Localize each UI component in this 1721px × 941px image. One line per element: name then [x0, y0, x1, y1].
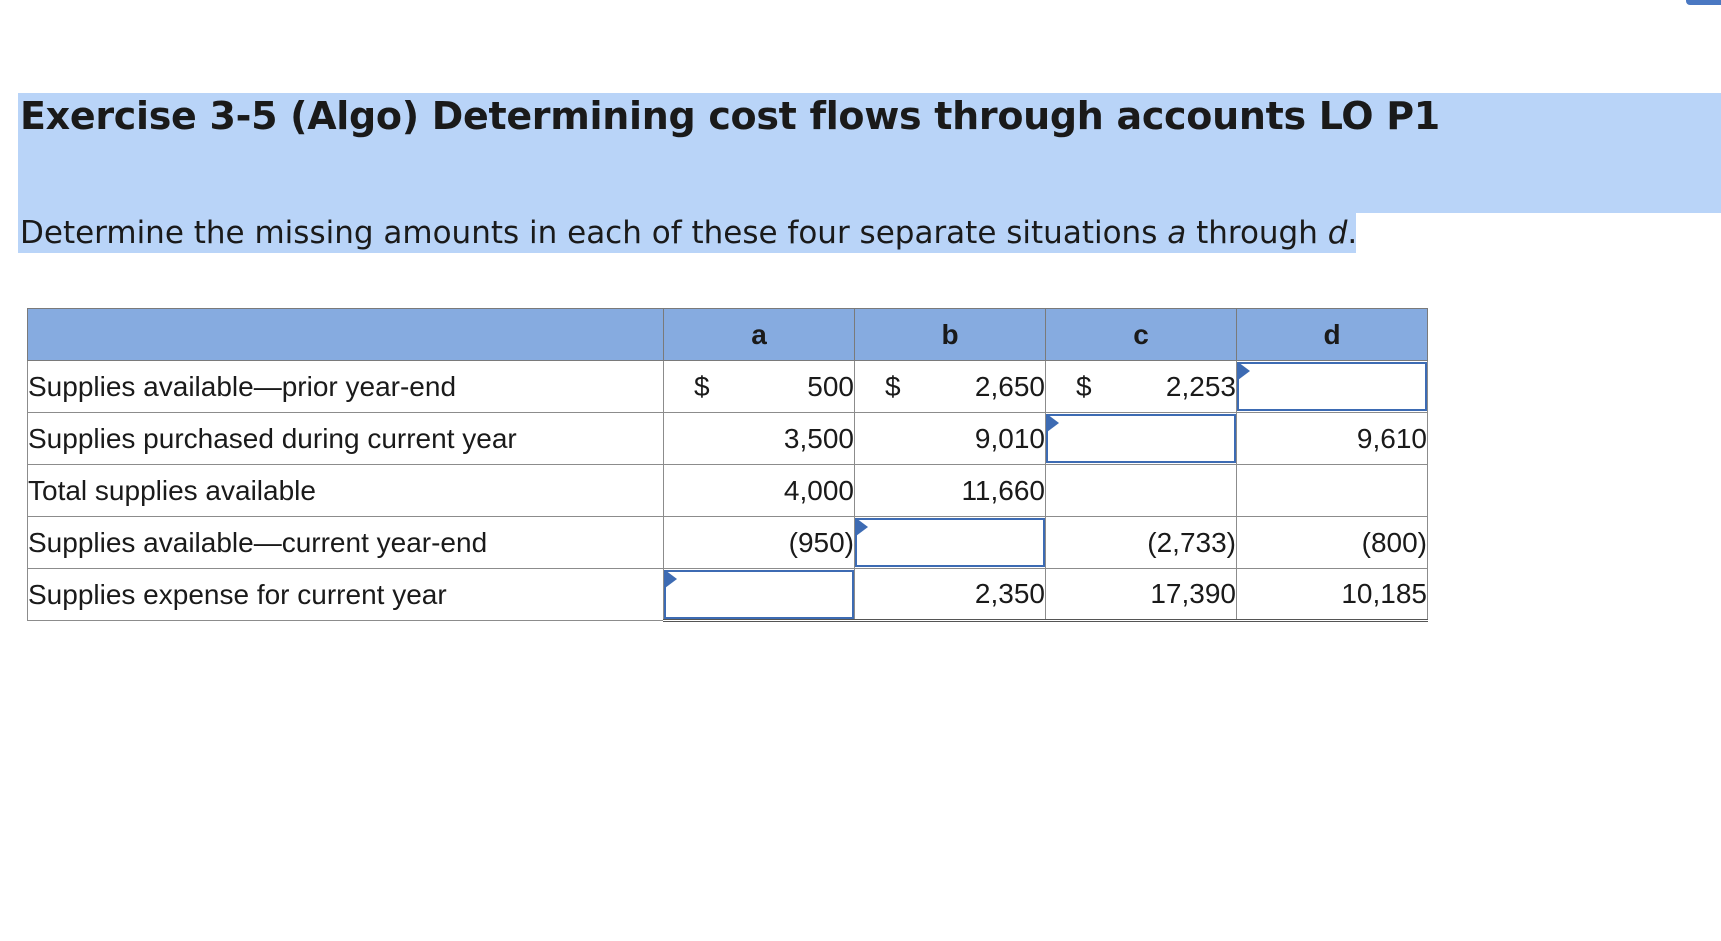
cell-c	[1046, 465, 1237, 517]
table-row	[28, 465, 1428, 517]
cell-a	[664, 413, 855, 465]
row-label: Supplies available—current year-end	[28, 517, 664, 569]
cell-b	[855, 361, 1046, 413]
amount: 11,660	[961, 474, 1045, 506]
instruction-part-2: through	[1186, 215, 1328, 251]
answer-flag-icon	[1047, 414, 1059, 432]
answer-input-b-current-year-end[interactable]	[855, 518, 1045, 567]
cell-c	[1046, 361, 1237, 413]
cell-c	[1046, 569, 1237, 621]
header-col-c: c	[1046, 309, 1237, 361]
corner-indicator	[1686, 0, 1721, 5]
cell-d	[1237, 361, 1428, 413]
answer-input-c-purchased[interactable]	[1046, 414, 1236, 463]
cell-d	[1237, 517, 1428, 569]
amount: 17,390	[1150, 578, 1236, 609]
amount: (2,733)	[1147, 526, 1236, 558]
cell-d	[1237, 465, 1428, 517]
cell-b	[855, 465, 1046, 517]
cell-b	[855, 517, 1046, 569]
answer-flag-icon	[665, 570, 677, 588]
supplies-table	[27, 308, 1428, 622]
cell-a	[664, 569, 855, 621]
amount: 500	[807, 370, 854, 402]
header-label-blank	[28, 309, 664, 361]
row-label: Total supplies available	[28, 465, 664, 517]
amount: 2,650	[974, 370, 1045, 402]
row-label: Supplies purchased during current year	[28, 413, 664, 465]
row-label: Supplies available—prior year-end	[28, 361, 664, 413]
header-col-d: d	[1237, 309, 1428, 361]
currency-symbol: $	[1076, 370, 1092, 402]
instruction-part-3: .	[1347, 215, 1358, 251]
amount: 2,350	[974, 578, 1045, 609]
table-row	[28, 569, 1428, 621]
cell-c	[1046, 413, 1237, 465]
cell-a	[664, 465, 855, 517]
row-label: Supplies expense for current year	[28, 569, 664, 621]
amount: (800)	[1361, 526, 1427, 558]
instruction-italic-d: d	[1327, 215, 1348, 251]
table-header-row	[28, 309, 1428, 361]
currency-symbol: $	[694, 370, 710, 402]
cell-c	[1046, 517, 1237, 569]
header-col-b: b	[855, 309, 1046, 361]
cell-b	[855, 569, 1046, 621]
answer-input-d-prior-year-end[interactable]	[1237, 362, 1427, 411]
cell-a	[664, 361, 855, 413]
cell-b	[855, 413, 1046, 465]
amount: 9,010	[974, 422, 1045, 454]
amount: 9,610	[1356, 422, 1427, 454]
answer-input-a-expense[interactable]	[664, 570, 854, 619]
table-row	[28, 413, 1428, 465]
header-col-a: a	[664, 309, 855, 361]
amount: 3,500	[783, 422, 854, 454]
cell-d	[1237, 569, 1428, 621]
currency-symbol: $	[885, 370, 901, 402]
table-row	[28, 517, 1428, 569]
instruction-italic-a: a	[1167, 215, 1187, 251]
instruction-text	[20, 213, 1357, 253]
amount: 4,000	[783, 474, 854, 506]
exercise-title: Exercise 3-5 (Algo) Determining cost flows through accounts LO P1	[20, 94, 1440, 138]
amount: 10,185	[1341, 578, 1427, 609]
answer-flag-icon	[1238, 362, 1250, 380]
cell-d	[1237, 413, 1428, 465]
answer-flag-icon	[856, 518, 868, 536]
amount: (950)	[788, 526, 854, 558]
instruction-part-1: Determine the missing amounts in each of these four separate situations	[20, 215, 1168, 251]
table-row	[28, 361, 1428, 413]
amount: 2,253	[1165, 370, 1236, 402]
cell-a	[664, 517, 855, 569]
